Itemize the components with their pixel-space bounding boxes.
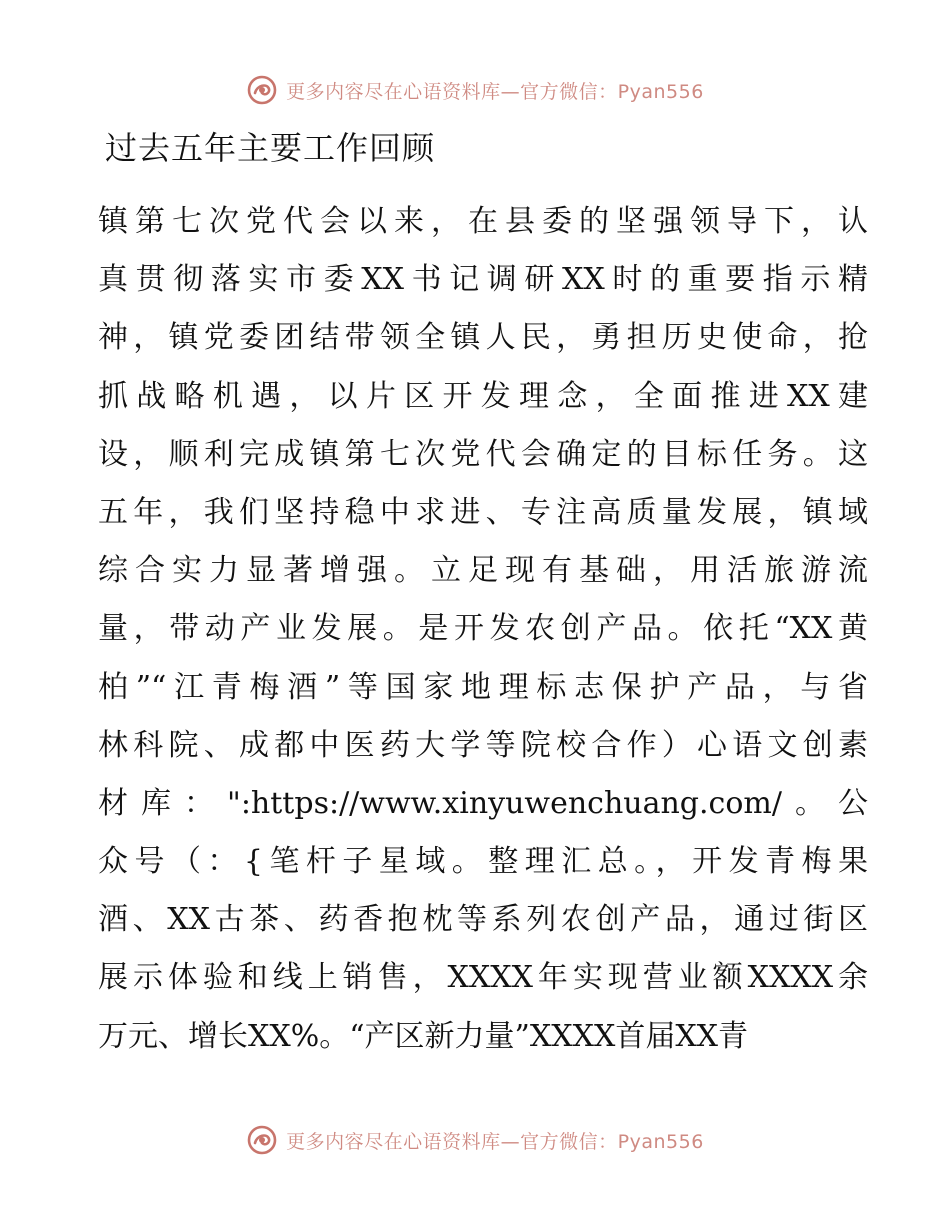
watermark-text: 更多内容尽在心语资料库—官方微信：Pyan556 (286, 80, 704, 103)
body-line: 神，镇党委团结带领全镇人民，勇担历史使命，抢 (98, 320, 868, 356)
body-line: 展示体验和线上销售，XXXX年实现营业额XXXX余 (98, 960, 868, 996)
body-line: 酒、XX古茶、药香抱枕等系列农创产品，通过街区 (98, 902, 868, 938)
body-line: 量，带动产业发展。是开发农创产品。依托“XX黄 (98, 611, 868, 647)
swirl-logo-icon (246, 1124, 278, 1156)
watermark-text: 更多内容尽在心语资料库—官方微信：Pyan556 (286, 1130, 704, 1153)
body-line: 设，顺利完成镇第七次党代会确定的目标任务。这 (98, 436, 868, 472)
body-line: 众号（：{笔杆子星域。整理汇总。，开发青梅果 (98, 844, 868, 880)
body-line: 镇第七次党代会以来，在县委的坚强领导下，认 (98, 204, 868, 239)
swirl-logo-icon (246, 74, 278, 106)
watermark-header (0, 70, 950, 110)
document-body (98, 193, 868, 1066)
body-line: 抓战略机遇，以片区开发理念，全面推进XX建 (98, 378, 868, 414)
body-line: 柏”“江青梅酒”等国家地理标志保护产品，与省 (98, 669, 868, 705)
body-line: 真贯彻落实市委XX书记调研XX时的重要指示精 (98, 262, 868, 298)
document-title: 过去五年主要工作回顾 (105, 129, 436, 167)
body-line: 五年，我们坚持稳中求进、专注高质量发展，镇域 (98, 494, 868, 530)
body-line: 材库：":https://www.xinyuwenchuang.com/。公 (98, 785, 868, 821)
body-line: 林科院、成都中医药大学等院校合作）心语文创素 (98, 727, 868, 763)
watermark-footer (0, 1120, 950, 1160)
body-line: 综合实力显著增强。立足现有基础，用活旅游流 (98, 553, 868, 589)
body-line: 万元、增长XX%。“产区新力量”XXXX首届XX青 (98, 1018, 749, 1054)
